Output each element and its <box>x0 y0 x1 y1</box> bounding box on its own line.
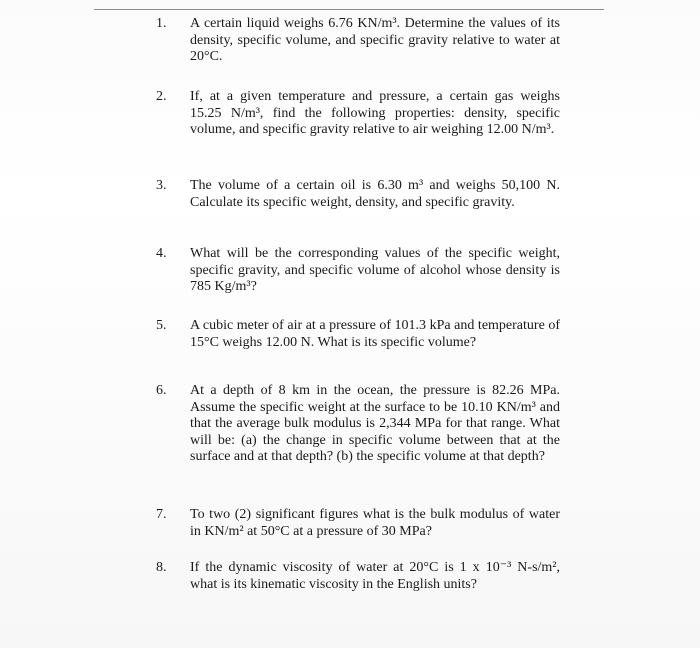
question-text: If the dynamic viscosity of water at 20°C is 1 x 10⁻³ N-s/m², what is its kinematic viscosity in the English units? <box>190 560 560 592</box>
question-number: 2. <box>156 89 167 104</box>
top-rule <box>94 9 604 10</box>
question-text: To two (2) significant figures what is the bulk modulus of water in KN/m² at 50°C at a pressure of 30 MPa? <box>190 507 560 539</box>
question-text: What will be the corresponding values of the specific weight, specific gravity, and specific volume of alcohol whose density is 785 Kg/m³? <box>190 246 560 294</box>
question-number: 7. <box>156 507 167 522</box>
question-text: At a depth of 8 km in the ocean, the pressure is 82.26 MPa. Assume the specific weight at the surface to be 10.10 KN/m³ and that the average bulk modulus is 2,344 MPa for that range. What will be: (a) the change in specific volume between that at the surface and at that depth? (b) the specific volume at that depth? <box>190 383 560 464</box>
question-text: If, at a given temperature and pressure, a certain gas weighs 15.25 N/m³, find the following properties: density, specific volume, and specific gravity relative to air weighing 12.00 N/m³. <box>190 89 560 137</box>
question-number: 4. <box>156 246 167 261</box>
question-number: 1. <box>156 16 167 31</box>
question-text: A cubic meter of air at a pressure of 101.3 kPa and temperature of 15°C weighs 12.00 N. What is its specific volume? <box>190 318 560 350</box>
question-text: A certain liquid weighs 6.76 KN/m³. Determine the values of its density, specific volume, and specific gravity relative to water at 20°C. <box>190 16 560 64</box>
question-number: 6. <box>156 383 167 398</box>
question-number: 5. <box>156 318 167 333</box>
question-text: The volume of a certain oil is 6.30 m³ and weighs 50,100 N. Calculate its specific weight, density, and specific gravity. <box>190 178 560 210</box>
question-number: 8. <box>156 560 167 575</box>
question-number: 3. <box>156 178 167 193</box>
